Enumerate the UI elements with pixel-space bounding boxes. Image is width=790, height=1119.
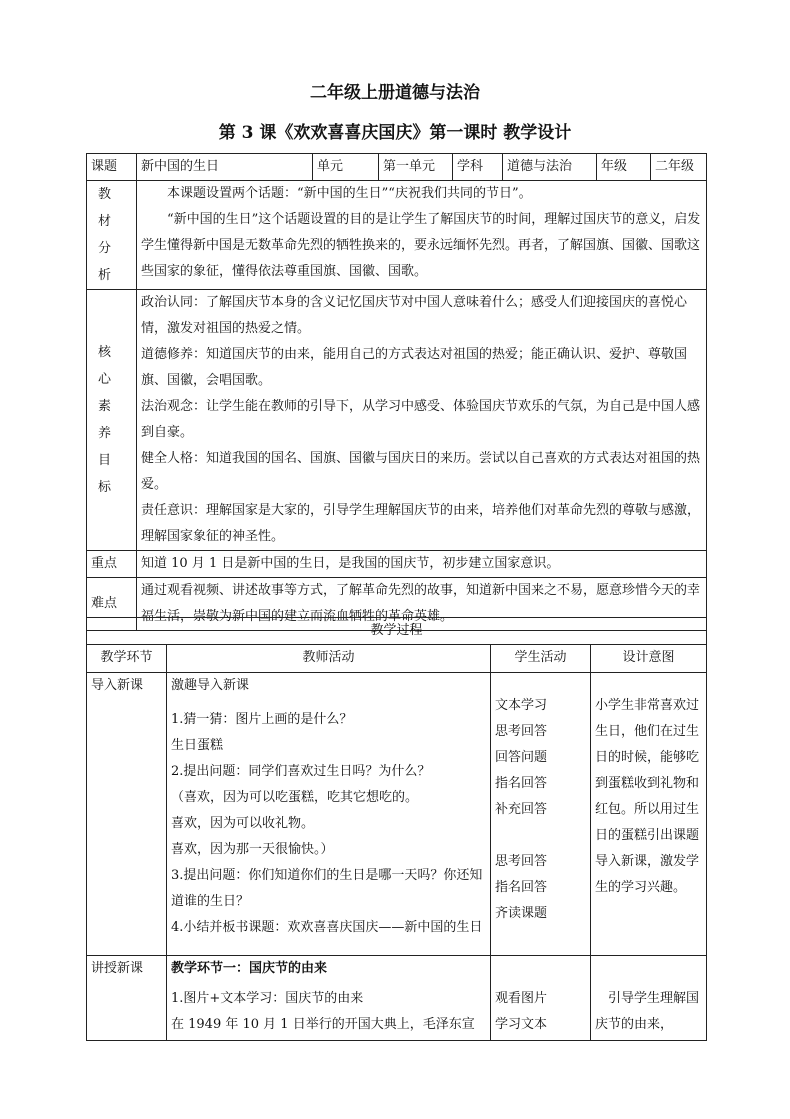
material-analysis-label: 教材 分析 <box>87 181 137 290</box>
intro-design-intent: 小学生非常喜欢过生日，他们在过生日的时候，能够吃到蛋糕收到礼物和红包。所以用过生日的蛋糕引出课题导入新课，激发学生的学习兴趣。 <box>591 673 707 956</box>
material-analysis-content <box>137 181 707 290</box>
intro-stage: 导入新课 <box>87 673 167 956</box>
difficulty-label: 难点 <box>87 578 137 631</box>
lesson-info-table <box>86 153 707 631</box>
student-activity-item: 回答问题 <box>495 750 548 765</box>
subject-label: 学科 <box>453 154 503 181</box>
student-activity-item: 补充回答 <box>495 802 548 817</box>
new-lesson-heading: 教学环节一：国庆节的由来 <box>171 961 328 976</box>
lesson-title: 第 3 课《欢欢喜喜庆国庆》第一课时 教学设计 <box>218 123 572 143</box>
intro-line: 喜欢，因为可以收礼物。 <box>171 816 315 831</box>
student-activity-item: 学习文本 <box>495 1017 548 1032</box>
student-activity-item: 指名回答 <box>495 880 548 895</box>
core-literacy-item: 健全人格：知道我国的国名、国旗、国徽与国庆日的来历。尝试以自己喜欢的方式表达对祖国的热爱。 <box>141 451 701 492</box>
student-activity-item: 观看图片 <box>495 991 548 1006</box>
page-title: 二年级上册道德与法治 <box>310 83 480 103</box>
core-literacy-item: 责任意识：理解国家是大家的，引导学生理解国庆节的由来，培养他们对革命先烈的尊敬与感激，理解国家象征的神圣性。 <box>141 503 701 544</box>
core-literacy-item: 政治认同：了解国庆节本身的含义记忆国庆节对中国人意味着什么；感受人们迎接国庆的喜悦心情，激发对祖国的热爱之情。 <box>141 295 688 336</box>
teaching-process-table <box>86 617 707 1041</box>
grade-value: 二年级 <box>651 154 707 181</box>
student-activity-item: 文本学习 <box>495 698 548 713</box>
col-teacher-header: 教师活动 <box>167 645 491 673</box>
col-design-header: 设计意图 <box>591 645 707 673</box>
grade-label: 年级 <box>597 154 651 181</box>
material-analysis-para1: 本课题设置两个话题：“新中国的生日”“庆祝我们共同的节日”。 <box>167 186 532 201</box>
unit-label: 单元 <box>313 154 379 181</box>
core-literacy-content <box>137 290 707 551</box>
intro-line: 4.小结并板书课题：欢欢喜喜庆国庆——新中国的生日 <box>171 920 483 935</box>
intro-student-activity <box>491 673 591 956</box>
new-lesson-teacher-activity <box>167 956 491 1041</box>
col-student-header: 学生活动 <box>491 645 591 673</box>
intro-line: （喜欢，因为可以吃蛋糕，吃其它想吃的。 <box>171 790 419 805</box>
new-lesson-design-intent: 引导学生理解国庆节的由来， <box>591 956 707 1041</box>
new-lesson-line: 在 1949 年 10 月 1 日举行的开国大典上，毛泽东宣 <box>171 1017 475 1032</box>
intro-line: 生日蛋糕 <box>171 738 224 753</box>
topic-value: 新中国的生日 <box>137 154 313 181</box>
core-literacy-item: 法治观念：让学生能在教师的引导下，从学习中感受、体验国庆节欢乐的气氛，为自己是中国人感到自豪。 <box>141 399 701 440</box>
new-lesson-line: 1.图片+文本学习：国庆节的由来 <box>171 991 364 1006</box>
core-literacy-item: 道德修养：知道国庆节的由来，能用自己的方式表达对祖国的热爱；能正确认识、爱护、尊敬国旗、国徽，会唱国歌。 <box>141 347 688 388</box>
col-stage-header: 教学环节 <box>87 645 167 673</box>
intro-line: 1.猜一猜：图片上画的是什么？ <box>171 712 353 727</box>
key-point-text: 知道 10 月 1 日是新中国的生日，是我国的国庆节，初步建立国家意识。 <box>137 551 707 578</box>
intro-line: 3.提出问题：你们知道你们的生日是哪一天吗？你还知道谁的生日？ <box>171 868 483 909</box>
unit-value: 第一单元 <box>379 154 453 181</box>
core-literacy-label: 核心 素养 目标 <box>87 290 137 551</box>
new-lesson-student-activity <box>491 956 591 1041</box>
difficulty-text: 通过观看视频、讲述故事等方式，了解革命先烈的故事，知道新中国来之不易，愿意珍惜今天的幸福生活，崇敬为新中国的建立而流血牺牲的革命英雄。 <box>137 578 707 631</box>
intro-teacher-activity <box>167 673 491 956</box>
subject-value: 道德与法治 <box>503 154 597 181</box>
intro-heading: 激趣导入新课 <box>171 678 250 693</box>
new-lesson-stage: 讲授新课 <box>87 956 167 1041</box>
student-activity-item: 思考回答 <box>495 854 548 869</box>
student-activity-item: 指名回答 <box>495 776 548 791</box>
topic-label: 课题 <box>87 154 137 181</box>
material-analysis-para2: “新中国的生日”这个话题设置的目的是让学生了解国庆节的时间，理解过国庆节的意义，启发学生懂得新中国是无数革命先烈的牺牲换来的，要永远缅怀先烈。再者，了解国旗、国徽、国歌这些国家的象征，懂得依法尊重国旗、国徽、国歌。 <box>141 212 701 279</box>
student-activity-item: 齐读课题 <box>495 906 548 921</box>
intro-line: 喜欢，因为那一天很愉快。） <box>171 842 334 857</box>
process-title: 教学过程 <box>87 618 707 645</box>
key-point-label: 重点 <box>87 551 137 578</box>
student-activity-item: 思考回答 <box>495 724 548 739</box>
intro-line: 2.提出问题：同学们喜欢过生日吗？为什么？ <box>171 764 431 779</box>
